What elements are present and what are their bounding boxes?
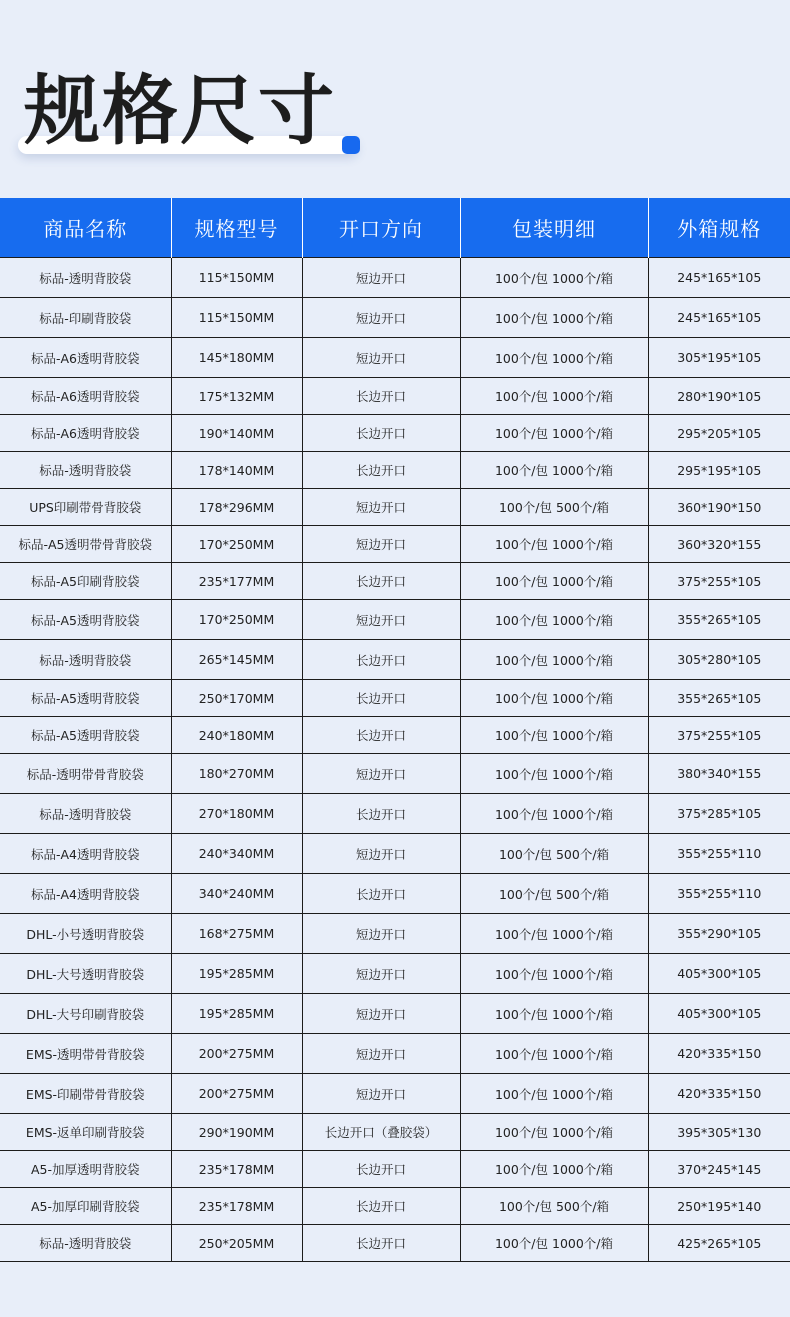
header-product-name: 商品名称 [0, 198, 171, 258]
cell-carton: 250*195*140 [648, 1188, 790, 1225]
cell-model: 115*150MM [171, 258, 302, 298]
cell-model: 175*132MM [171, 378, 302, 415]
cell-carton: 245*165*105 [648, 258, 790, 298]
title-accent-dot [342, 136, 360, 154]
cell-carton: 405*300*105 [648, 994, 790, 1034]
cell-packing: 100个/包 1000个/箱 [460, 680, 648, 717]
cell-packing: 100个/包 1000个/箱 [460, 1034, 648, 1074]
cell-carton: 355*265*105 [648, 680, 790, 717]
table-row [0, 1151, 790, 1188]
cell-model: 270*180MM [171, 794, 302, 834]
table-row [0, 1074, 790, 1114]
cell-product-name: 标品-A4透明背胶袋 [0, 834, 171, 874]
cell-packing: 100个/包 1000个/箱 [460, 717, 648, 754]
cell-carton: 295*205*105 [648, 415, 790, 452]
cell-carton: 420*335*150 [648, 1034, 790, 1074]
table-row [0, 489, 790, 526]
cell-carton: 370*245*145 [648, 1151, 790, 1188]
table-row [0, 1188, 790, 1225]
cell-packing: 100个/包 1000个/箱 [460, 1225, 648, 1262]
cell-product-name: 标品-A4透明背胶袋 [0, 874, 171, 914]
header-opening: 开口方向 [302, 198, 460, 258]
cell-model: 290*190MM [171, 1114, 302, 1151]
cell-carton: 295*195*105 [648, 452, 790, 489]
cell-model: 168*275MM [171, 914, 302, 954]
cell-product-name: 标品-透明带骨背胶袋 [0, 754, 171, 794]
cell-carton: 245*165*105 [648, 298, 790, 338]
cell-model: 115*150MM [171, 298, 302, 338]
cell-product-name: 标品-A6透明背胶袋 [0, 338, 171, 378]
cell-carton: 305*280*105 [648, 640, 790, 680]
cell-model: 180*270MM [171, 754, 302, 794]
cell-model: 250*170MM [171, 680, 302, 717]
cell-packing: 100个/包 500个/箱 [460, 1188, 648, 1225]
table-row [0, 378, 790, 415]
cell-opening: 短边开口 [302, 954, 460, 994]
table-row [0, 914, 790, 954]
cell-product-name: EMS-返单印刷背胶袋 [0, 1114, 171, 1151]
cell-carton: 405*300*105 [648, 954, 790, 994]
cell-packing: 100个/包 1000个/箱 [460, 1114, 648, 1151]
title-block [18, 58, 363, 168]
cell-product-name: 标品-透明背胶袋 [0, 1225, 171, 1262]
cell-packing: 100个/包 1000个/箱 [460, 378, 648, 415]
table-row [0, 680, 790, 717]
cell-model: 190*140MM [171, 415, 302, 452]
table-header-row [0, 198, 790, 258]
cell-carton: 360*320*155 [648, 526, 790, 563]
cell-model: 250*205MM [171, 1225, 302, 1262]
cell-carton: 375*255*105 [648, 717, 790, 754]
table-row [0, 258, 790, 298]
page-title: 规格尺寸 [24, 66, 336, 155]
cell-model: 340*240MM [171, 874, 302, 914]
cell-opening: 长边开口 [302, 563, 460, 600]
cell-model: 235*177MM [171, 563, 302, 600]
cell-opening: 短边开口 [302, 489, 460, 526]
cell-packing: 100个/包 500个/箱 [460, 874, 648, 914]
cell-opening: 短边开口 [302, 298, 460, 338]
cell-carton: 380*340*155 [648, 754, 790, 794]
cell-opening: 长边开口 [302, 640, 460, 680]
cell-carton: 425*265*105 [648, 1225, 790, 1262]
cell-product-name: 标品-透明背胶袋 [0, 640, 171, 680]
cell-model: 235*178MM [171, 1188, 302, 1225]
cell-carton: 375*285*105 [648, 794, 790, 834]
cell-opening: 短边开口 [302, 258, 460, 298]
cell-packing: 100个/包 500个/箱 [460, 834, 648, 874]
table-row [0, 794, 790, 834]
cell-opening: 短边开口 [302, 600, 460, 640]
spec-table [0, 198, 790, 1262]
cell-product-name: 标品-A5透明背胶袋 [0, 717, 171, 754]
cell-carton: 375*255*105 [648, 563, 790, 600]
cell-product-name: EMS-透明带骨背胶袋 [0, 1034, 171, 1074]
cell-packing: 100个/包 1000个/箱 [460, 640, 648, 680]
cell-product-name: DHL-大号印刷背胶袋 [0, 994, 171, 1034]
cell-product-name: 标品-印刷背胶袋 [0, 298, 171, 338]
table-row [0, 1034, 790, 1074]
cell-packing: 100个/包 500个/箱 [460, 489, 648, 526]
cell-carton: 355*265*105 [648, 600, 790, 640]
cell-opening: 长边开口 [302, 452, 460, 489]
cell-product-name: A5-加厚印刷背胶袋 [0, 1188, 171, 1225]
cell-packing: 100个/包 1000个/箱 [460, 994, 648, 1034]
cell-carton: 305*195*105 [648, 338, 790, 378]
cell-opening: 长边开口 [302, 415, 460, 452]
table-row [0, 563, 790, 600]
cell-product-name: 标品-透明背胶袋 [0, 794, 171, 834]
cell-model: 170*250MM [171, 600, 302, 640]
cell-opening: 长边开口 [302, 1151, 460, 1188]
cell-packing: 100个/包 1000个/箱 [460, 954, 648, 994]
cell-packing: 100个/包 1000个/箱 [460, 794, 648, 834]
cell-carton: 360*190*150 [648, 489, 790, 526]
cell-model: 235*178MM [171, 1151, 302, 1188]
table-body [0, 258, 790, 1262]
cell-packing: 100个/包 1000个/箱 [460, 1151, 648, 1188]
cell-product-name: EMS-印刷带骨背胶袋 [0, 1074, 171, 1114]
cell-product-name: 标品-透明背胶袋 [0, 452, 171, 489]
cell-carton: 355*255*110 [648, 834, 790, 874]
header-model: 规格型号 [171, 198, 302, 258]
cell-opening: 短边开口 [302, 914, 460, 954]
cell-product-name: 标品-A6透明背胶袋 [0, 378, 171, 415]
cell-packing: 100个/包 1000个/箱 [460, 526, 648, 563]
cell-product-name: DHL-大号透明背胶袋 [0, 954, 171, 994]
table-row [0, 1225, 790, 1262]
cell-opening: 短边开口 [302, 338, 460, 378]
header-packing: 包装明细 [460, 198, 648, 258]
cell-packing: 100个/包 1000个/箱 [460, 754, 648, 794]
table-row [0, 298, 790, 338]
cell-carton: 355*290*105 [648, 914, 790, 954]
cell-packing: 100个/包 1000个/箱 [460, 914, 648, 954]
cell-model: 145*180MM [171, 338, 302, 378]
cell-opening: 短边开口 [302, 1034, 460, 1074]
table-row [0, 834, 790, 874]
cell-carton: 420*335*150 [648, 1074, 790, 1114]
header-carton: 外箱规格 [648, 198, 790, 258]
cell-packing: 100个/包 1000个/箱 [460, 1074, 648, 1114]
cell-product-name: DHL-小号透明背胶袋 [0, 914, 171, 954]
cell-opening: 长边开口 [302, 717, 460, 754]
table-row [0, 452, 790, 489]
table-row [0, 1114, 790, 1151]
cell-packing: 100个/包 1000个/箱 [460, 600, 648, 640]
cell-carton: 395*305*130 [648, 1114, 790, 1151]
cell-packing: 100个/包 1000个/箱 [460, 258, 648, 298]
table-row [0, 994, 790, 1034]
cell-product-name: 标品-透明背胶袋 [0, 258, 171, 298]
cell-model: 240*340MM [171, 834, 302, 874]
cell-product-name: 标品-A5透明带骨背胶袋 [0, 526, 171, 563]
cell-packing: 100个/包 1000个/箱 [460, 563, 648, 600]
cell-model: 170*250MM [171, 526, 302, 563]
cell-opening: 长边开口 [302, 378, 460, 415]
cell-product-name: 标品-A5透明背胶袋 [0, 600, 171, 640]
table-row [0, 338, 790, 378]
table-row [0, 954, 790, 994]
cell-product-name: 标品-A5印刷背胶袋 [0, 563, 171, 600]
cell-opening: 短边开口 [302, 526, 460, 563]
cell-product-name: A5-加厚透明背胶袋 [0, 1151, 171, 1188]
cell-model: 265*145MM [171, 640, 302, 680]
cell-model: 200*275MM [171, 1034, 302, 1074]
cell-opening: 长边开口 [302, 794, 460, 834]
table-row [0, 754, 790, 794]
cell-model: 195*285MM [171, 994, 302, 1034]
cell-product-name: 标品-A5透明背胶袋 [0, 680, 171, 717]
table-row [0, 717, 790, 754]
cell-packing: 100个/包 1000个/箱 [460, 415, 648, 452]
cell-opening: 长边开口 [302, 874, 460, 914]
cell-carton: 355*255*110 [648, 874, 790, 914]
cell-model: 195*285MM [171, 954, 302, 994]
table-row [0, 640, 790, 680]
cell-packing: 100个/包 1000个/箱 [460, 452, 648, 489]
cell-opening: 长边开口（叠胶袋） [302, 1114, 460, 1151]
cell-opening: 长边开口 [302, 1225, 460, 1262]
cell-packing: 100个/包 1000个/箱 [460, 338, 648, 378]
cell-opening: 短边开口 [302, 994, 460, 1034]
cell-model: 178*296MM [171, 489, 302, 526]
cell-model: 200*275MM [171, 1074, 302, 1114]
table-row [0, 415, 790, 452]
cell-model: 240*180MM [171, 717, 302, 754]
table-row [0, 874, 790, 914]
cell-opening: 短边开口 [302, 1074, 460, 1114]
cell-opening: 长边开口 [302, 680, 460, 717]
cell-product-name: UPS印刷带骨背胶袋 [0, 489, 171, 526]
table-row [0, 526, 790, 563]
table-row [0, 600, 790, 640]
cell-opening: 长边开口 [302, 1188, 460, 1225]
cell-opening: 短边开口 [302, 834, 460, 874]
cell-carton: 280*190*105 [648, 378, 790, 415]
cell-model: 178*140MM [171, 452, 302, 489]
cell-opening: 短边开口 [302, 754, 460, 794]
cell-packing: 100个/包 1000个/箱 [460, 298, 648, 338]
cell-product-name: 标品-A6透明背胶袋 [0, 415, 171, 452]
